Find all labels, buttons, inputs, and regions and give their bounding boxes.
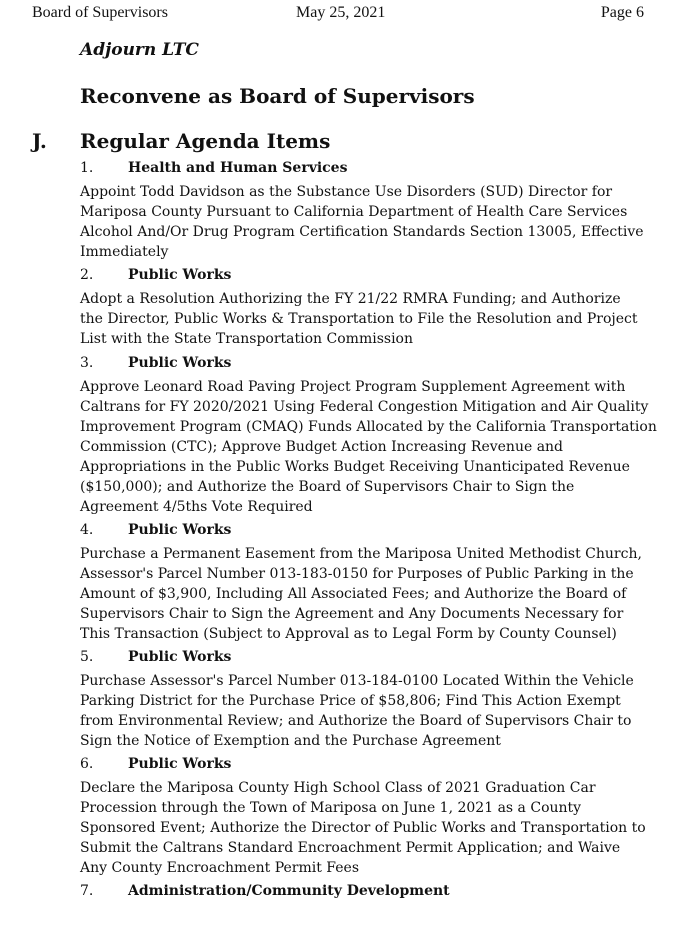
agenda-item-description [80,671,660,751]
agenda-item-header [80,265,231,285]
item-department: Public Works [128,756,232,772]
agenda-item-header [80,158,347,178]
description-line: Sponsored Event; Authorize the Director of Public Works and Transportation to [80,820,646,836]
description-line: Assessor's Parcel Number 013-183-0150 for Purposes of Public Parking in the [80,566,634,582]
item-department: Public Works [128,649,232,665]
item-number: 5. [80,649,94,665]
item-number: 1. [80,160,94,176]
description-line: Agreement 4/5ths Vote Required [80,499,313,515]
item-number: 2. [80,267,94,283]
item-number: 3. [80,355,94,371]
agenda-item-header [80,353,231,373]
agenda-item-description [80,289,660,349]
description-line: Appropriations in the Public Works Budget Receiving Unanticipated Revenue [80,459,630,475]
description-line: Adopt a Resolution Authorizing the FY 21/22 RMRA Funding; and Authorize [80,291,621,307]
section-title: Regular Agenda Items [80,129,331,153]
agenda-item-header [80,881,450,901]
description-line: Mariposa County Pursuant to California Department of Health Care Services [80,204,628,220]
item-number: 4. [80,522,94,538]
description-line: Purchase Assessor's Parcel Number 013-184-0100 Located Within the Vehicle [80,673,634,689]
reconvene-heading: Reconvene as Board of Supervisors [80,84,475,108]
description-line: Appoint Todd Davidson as the Substance Use Disorders (SUD) Director for [80,184,613,200]
description-line: Supervisors Chair to Sign the Agreement and Any Documents Necessary for [80,606,624,622]
description-line: List with the State Transportation Commission [80,331,413,347]
item-department: Public Works [128,355,232,371]
agenda-item-description [80,778,660,878]
section-letter: J. [32,129,47,153]
description-line: Sign the Notice of Exemption and the Purchase Agreement [80,733,501,749]
description-line: from Environmental Review; and Authorize the Board of Supervisors Chair to [80,713,632,729]
description-line: ($150,000); and Authorize the Board of Supervisors Chair to Sign the [80,479,575,495]
description-line: Any County Encroachment Permit Fees [80,860,360,876]
description-line: Commission (CTC); Approve Budget Action Increasing Revenue and [80,439,564,455]
agenda-item-header [80,520,231,540]
header-board-name: Board of Supervisors [32,4,168,21]
agenda-item-description [80,544,660,644]
description-line: Declare the Mariposa County High School Class of 2021 Graduation Car [80,780,596,796]
description-line: Parking District for the Purchase Price of $58,806; Find This Action Exempt [80,693,621,709]
adjourn-heading: Adjourn LTC [80,40,199,60]
agenda-item-header [80,647,231,667]
description-line: Procession through the Town of Mariposa on June 1, 2021 as a County [80,800,582,816]
item-number: 6. [80,756,94,772]
item-department: Public Works [128,522,232,538]
description-line: Purchase a Permanent Easement from the Mariposa United Methodist Church, [80,546,642,562]
header-page-number: Page 6 [600,4,644,21]
item-department: Health and Human Services [128,160,348,176]
description-line: Submit the Caltrans Standard Encroachment Permit Application; and Waive [80,840,621,856]
item-department: Public Works [128,267,232,283]
header-date: May 25, 2021 [296,4,386,21]
agenda-item-description [80,377,660,517]
description-line: Immediately [80,244,169,260]
description-line: This Transaction (Subject to Approval as to Legal Form by County Counsel) [80,626,617,642]
description-line: Amount of $3,900, Including All Associated Fees; and Authorize the Board of [80,586,627,602]
agenda-item-description [80,182,660,262]
item-department: Administration/Community Development [128,883,450,899]
page-header [32,4,644,24]
description-line: the Director, Public Works & Transportation to File the Resolution and Project [80,311,638,327]
description-line: Approve Leonard Road Paving Project Program Supplement Agreement with [80,379,626,395]
description-line: Caltrans for FY 2020/2021 Using Federal Congestion Mitigation and Air Quality [80,399,649,415]
description-line: Alcohol And/Or Drug Program Certification Standards Section 13005, Effective [80,224,644,240]
agenda-item-header [80,754,231,774]
description-line: Improvement Program (CMAQ) Funds Allocated by the California Transportation [80,419,657,435]
item-number: 7. [80,883,94,899]
